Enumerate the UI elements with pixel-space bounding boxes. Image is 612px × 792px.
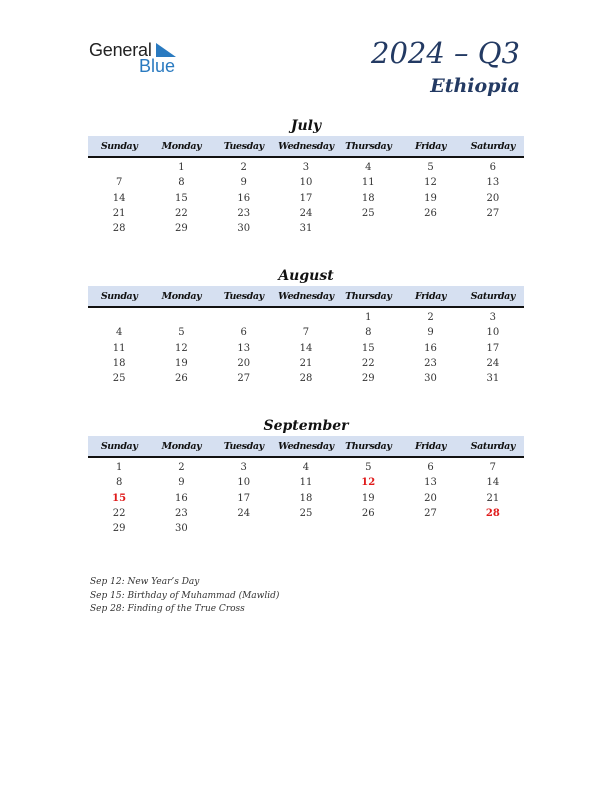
date-cell: 2 <box>178 462 185 473</box>
date-cell: 6 <box>489 162 497 173</box>
date-cell: 27 <box>486 207 500 219</box>
weeks <box>88 458 524 536</box>
date-cell: 26 <box>175 373 188 385</box>
weekday-label: Thursday <box>345 441 392 452</box>
date-cell: 4 <box>115 327 123 339</box>
date-cell: 29 <box>175 223 188 235</box>
date-cell <box>275 310 337 325</box>
date-cell: 14 <box>112 192 126 204</box>
holiday-note: Sep 15: Birthday of Muhammad (Mawlid) <box>90 590 280 601</box>
week-row <box>88 356 524 371</box>
week-row <box>88 491 524 506</box>
date-cell: 22 <box>361 357 375 369</box>
date-cell: 20 <box>237 357 251 369</box>
date-cell <box>275 521 337 536</box>
date-cell: 10 <box>299 177 313 189</box>
date-cell: 5 <box>427 162 434 173</box>
date-cell: 19 <box>424 192 437 204</box>
date-cell: 28 <box>112 223 126 235</box>
week-row <box>88 521 524 536</box>
page-title: 2024 – Q3 <box>371 36 520 70</box>
week-row <box>88 371 524 386</box>
weeks <box>88 308 524 386</box>
week-row <box>88 221 524 236</box>
date-cell: 23 <box>424 357 437 369</box>
date-cell: 19 <box>175 357 188 369</box>
date-cell: 3 <box>240 462 247 473</box>
weekday-label: Friday <box>414 141 447 152</box>
date-cell <box>462 221 524 236</box>
holiday-notes <box>90 576 279 617</box>
date-cell: 17 <box>486 342 500 354</box>
date-cell: 22 <box>175 207 188 219</box>
date-cell: 22 <box>112 507 126 519</box>
date-cell <box>88 310 150 325</box>
date-cell: 30 <box>175 523 188 535</box>
date-cell: 27 <box>424 507 437 519</box>
date-cell: 4 <box>365 162 372 173</box>
weekday-label: Monday <box>161 291 202 302</box>
week-row <box>88 310 524 325</box>
date-cell <box>337 221 399 236</box>
weekday-label: Monday <box>161 441 202 452</box>
weekday-label: Friday <box>414 441 447 452</box>
date-cell <box>213 521 275 536</box>
date-cell <box>150 310 212 325</box>
holiday-note: Sep 12: New Year’s Day <box>90 577 200 587</box>
logo <box>89 40 189 76</box>
date-cell: 11 <box>112 342 126 354</box>
month-name: August <box>278 268 334 284</box>
holiday-date: 28 <box>485 507 500 519</box>
weekday-label: Wednesday <box>278 291 334 302</box>
weekday-label: Thursday <box>345 291 392 302</box>
date-cell: 14 <box>486 477 500 489</box>
date-cell: 2 <box>427 312 434 323</box>
month-september <box>88 416 524 536</box>
date-cell <box>399 521 461 536</box>
date-cell: 16 <box>424 342 437 354</box>
date-cell: 26 <box>424 207 437 219</box>
date-cell: 24 <box>237 507 251 519</box>
date-cell: 29 <box>112 523 126 535</box>
date-cell: 17 <box>299 192 313 204</box>
date-cell: 30 <box>424 373 437 385</box>
week-row <box>88 460 524 475</box>
logo-triangle-icon <box>156 43 176 57</box>
date-cell <box>399 221 461 236</box>
date-cell: 17 <box>237 492 251 504</box>
date-cell: 31 <box>299 223 313 235</box>
week-row <box>88 475 524 490</box>
date-cell: 21 <box>486 492 500 504</box>
weekday-header <box>88 136 524 158</box>
date-cell: 16 <box>237 192 251 204</box>
date-cell: 15 <box>175 192 188 204</box>
date-cell: 11 <box>299 477 313 489</box>
week-row <box>88 341 524 356</box>
date-cell: 8 <box>115 477 123 489</box>
logo-word-general: General <box>89 40 152 60</box>
date-cell: 13 <box>237 342 251 354</box>
weekday-label: Tuesday <box>223 141 264 152</box>
date-cell: 14 <box>299 342 313 354</box>
date-cell: 26 <box>361 507 375 519</box>
date-cell: 18 <box>112 357 126 369</box>
date-cell: 12 <box>175 342 188 354</box>
date-cell: 24 <box>299 207 313 219</box>
date-cell: 23 <box>175 507 188 519</box>
weekday-label: Sunday <box>100 441 138 452</box>
date-cell: 1 <box>365 312 372 323</box>
weekday-label: Monday <box>161 141 202 152</box>
date-cell: 15 <box>361 342 375 354</box>
date-cell: 18 <box>299 492 313 504</box>
weekday-label: Friday <box>414 291 447 302</box>
weekday-label: Tuesday <box>223 291 264 302</box>
weekday-header <box>88 436 524 458</box>
date-cell: 13 <box>486 177 500 189</box>
date-cell: 1 <box>178 162 185 173</box>
date-cell: 21 <box>299 357 313 369</box>
date-cell: 3 <box>302 162 310 173</box>
holiday-note: Sep 28: Finding of the True Cross <box>90 604 245 614</box>
date-cell: 31 <box>486 373 500 385</box>
date-cell: 1 <box>115 462 123 473</box>
weekday-header <box>88 286 524 308</box>
weekday-label: Saturday <box>470 141 516 152</box>
month-july <box>88 116 524 236</box>
date-cell: 19 <box>361 492 375 504</box>
date-cell: 20 <box>486 192 500 204</box>
date-cell: 9 <box>240 177 247 189</box>
date-cell: 29 <box>361 373 375 385</box>
date-cell: 3 <box>489 312 497 323</box>
date-cell: 25 <box>299 507 313 519</box>
month-name: July <box>290 118 322 134</box>
week-row <box>88 160 524 175</box>
date-cell: 13 <box>424 477 437 489</box>
week-row <box>88 325 524 340</box>
date-cell: 8 <box>365 327 372 339</box>
date-cell: 23 <box>237 207 251 219</box>
holiday-date: 15 <box>112 492 127 504</box>
date-cell: 16 <box>175 492 188 504</box>
weekday-label: Saturday <box>470 291 516 302</box>
date-cell <box>88 160 150 175</box>
date-cell: 10 <box>237 477 251 489</box>
week-row <box>88 506 524 521</box>
date-cell: 11 <box>361 177 375 189</box>
country-name: Ethiopia <box>430 75 520 97</box>
logo-word-blue: Blue <box>139 56 176 76</box>
weekday-label: Tuesday <box>223 441 264 452</box>
date-cell: 8 <box>178 177 185 189</box>
date-cell: 6 <box>427 462 434 473</box>
holiday-date: 12 <box>361 477 376 489</box>
month-name: September <box>263 418 349 434</box>
date-cell: 24 <box>486 357 500 369</box>
date-cell: 21 <box>112 207 126 219</box>
date-cell: 20 <box>424 492 437 504</box>
date-cell <box>213 310 275 325</box>
weekday-label: Thursday <box>345 141 392 152</box>
weekday-label: Wednesday <box>278 441 334 452</box>
date-cell: 7 <box>489 462 497 473</box>
date-cell: 25 <box>112 373 126 385</box>
week-row <box>88 175 524 190</box>
date-cell: 2 <box>240 162 247 173</box>
weekday-label: Sunday <box>100 141 138 152</box>
date-cell: 25 <box>361 207 375 219</box>
date-cell: 4 <box>302 462 310 473</box>
date-cell: 28 <box>299 373 313 385</box>
weeks <box>88 158 524 236</box>
date-cell: 6 <box>240 327 247 339</box>
date-cell: 30 <box>237 223 251 235</box>
date-cell: 18 <box>361 192 375 204</box>
date-cell: 10 <box>486 327 500 339</box>
date-cell: 5 <box>365 462 372 473</box>
week-row <box>88 191 524 206</box>
date-cell: 5 <box>178 327 185 339</box>
date-cell: 7 <box>302 327 310 339</box>
weekday-label: Sunday <box>100 291 138 302</box>
date-cell: 9 <box>427 327 434 339</box>
date-cell: 7 <box>115 177 123 189</box>
week-row <box>88 206 524 221</box>
date-cell <box>337 521 399 536</box>
weekday-label: Saturday <box>470 441 516 452</box>
date-cell: 12 <box>424 177 437 189</box>
month-august <box>88 266 524 386</box>
date-cell: 9 <box>178 477 185 489</box>
date-cell <box>462 521 524 536</box>
weekday-label: Wednesday <box>278 141 334 152</box>
date-cell: 27 <box>237 373 251 385</box>
